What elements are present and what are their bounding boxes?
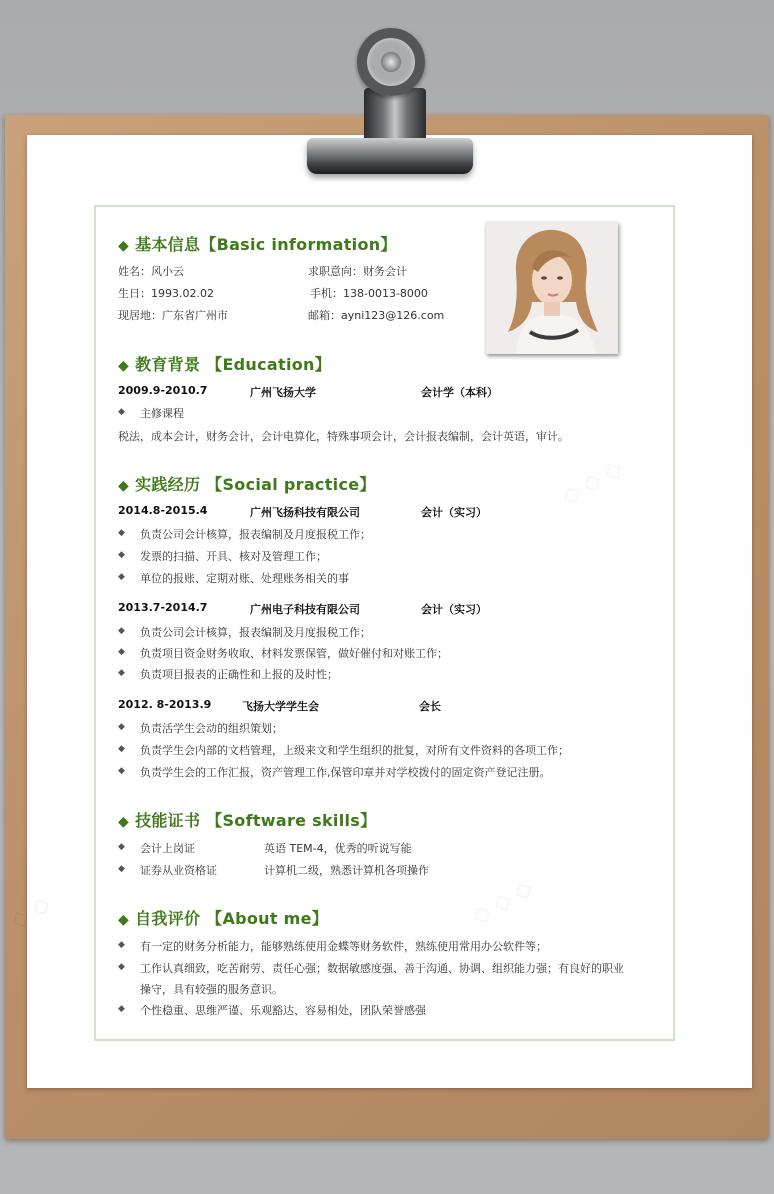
skill-desc: 英语 TEM-4，优秀的听说写能 xyxy=(264,842,412,855)
clip-ring xyxy=(357,28,425,96)
bullet-icon: ◆ xyxy=(118,744,125,754)
practice-org: 广州电子科技有限公司 xyxy=(250,603,360,616)
education-major: 会计学（本科） xyxy=(421,386,498,399)
diamond-icon: ◆ xyxy=(118,814,130,830)
education-period: 2009.9-2010.7 xyxy=(118,384,208,397)
bullet-icon: ◆ xyxy=(118,626,125,636)
education-courses: 税法，成本会计，财务会计，会计电算化，特殊事项会计，会计报表编制，会计英语，审计。 xyxy=(118,430,569,443)
bullet-icon: ◆ xyxy=(118,766,125,776)
practice-item: 负责学生会内部的文档管理，上级来文和学生组织的批复，对所有文件资料的各项工作； xyxy=(140,744,569,757)
watermark: ◇ ◇ ◇ xyxy=(468,875,537,930)
email-field: 邮箱：ayni123@126.com xyxy=(308,309,445,322)
profile-photo xyxy=(486,222,618,354)
diamond-icon: ◆ xyxy=(118,478,130,494)
job-intent-field: 求职意向：财务会计 xyxy=(308,265,407,278)
diamond-icon: ◆ xyxy=(118,238,130,254)
practice-item: 负责活学生会动的组织策划； xyxy=(140,722,283,735)
bullet-icon: ◆ xyxy=(118,962,125,972)
diamond-icon: ◆ xyxy=(118,358,130,374)
practice-period: 2014.8-2015.4 xyxy=(118,504,208,517)
practice-item: 负责学生会的工作汇报，资产管理工作,保管印章并对学校拨付的固定资产登记注册。 xyxy=(140,766,551,779)
about-item: 有一定的财务分析能力，能够熟练使用金蝶等财务软件，熟练使用常用办公软件等； xyxy=(140,940,547,953)
phone-field: 手机：138-0013-8000 xyxy=(310,287,428,300)
practice-org: 飞扬大学学生会 xyxy=(242,700,319,713)
practice-period: 2013.7-2014.7 xyxy=(118,601,208,614)
practice-item: 负责公司会计核算，报表编制及月度报税工作； xyxy=(140,626,371,639)
practice-item: 负责项目资金财务收取、材料发票保管，做好催付和对账工作； xyxy=(140,647,448,660)
about-item: 工作认真细致，吃苦耐劳、责任心强；数据敏感度强、善于沟通、协调、组织能力强；有良好的职业 xyxy=(140,962,624,975)
bullet-icon: ◆ xyxy=(118,940,125,950)
binder-clip xyxy=(307,138,473,174)
bullet-icon: ◆ xyxy=(118,668,125,678)
practice-org: 广州飞扬科技有限公司 xyxy=(250,506,360,519)
section-heading-basic: ◆ 基本信息【Basic information】 xyxy=(118,235,397,254)
watermark: ◇ ◇ xyxy=(6,891,55,934)
practice-item: 单位的报账、定期对账、处理账务相关的事 xyxy=(140,572,349,585)
bullet-icon: ◆ xyxy=(118,1004,125,1014)
bullet-icon: ◆ xyxy=(118,407,125,417)
bullet-icon: ◆ xyxy=(118,550,125,560)
practice-item: 发票的扫描、开具、核对及管理工作； xyxy=(140,550,327,563)
practice-role: 会长 xyxy=(419,700,441,713)
birthday-field: 生日：1993.02.02 xyxy=(118,287,214,300)
practice-role: 会计（实习） xyxy=(421,603,487,616)
practice-role: 会计（实习） xyxy=(421,506,487,519)
section-heading-about: ◆ 自我评价 【About me】 xyxy=(118,909,329,928)
bullet-icon: ◆ xyxy=(118,722,125,732)
bullet-icon: ◆ xyxy=(118,528,125,538)
section-heading-skills: ◆ 技能证书 【Software skills】 xyxy=(118,811,377,830)
practice-period: 2012. 8-2013.9 xyxy=(118,698,212,711)
portrait-image xyxy=(486,222,618,354)
practice-item: 负责公司会计核算，报表编制及月度报税工作； xyxy=(140,528,371,541)
education-courses-label: 主修课程 xyxy=(140,407,184,420)
bullet-icon: ◆ xyxy=(118,572,125,582)
section-heading-practice: ◆ 实践经历 【Social practice】 xyxy=(118,475,376,494)
address-field: 现居地：广东省广州市 xyxy=(118,309,228,322)
bullet-icon: ◆ xyxy=(118,842,125,852)
education-school: 广州飞扬大学 xyxy=(250,386,316,399)
diamond-icon: ◆ xyxy=(118,912,130,928)
skill-desc: 计算机二级，熟悉计算机各项操作 xyxy=(264,864,429,877)
about-item-continuation: 操守，具有较强的服务意识。 xyxy=(140,983,283,996)
section-heading-education: ◆ 教育背景 【Education】 xyxy=(118,355,332,374)
bullet-icon: ◆ xyxy=(118,864,125,874)
watermark: ◇ ◇ ◇ xyxy=(558,455,627,510)
bullet-icon: ◆ xyxy=(118,647,125,657)
practice-item: 负责项目报表的正确性和上报的及时性； xyxy=(140,668,338,681)
skill-name: 会计上岗证 xyxy=(140,842,195,855)
about-item: 个性稳重、思维严谨、乐观豁达、容易相处，团队荣誉感强 xyxy=(140,1004,426,1017)
name-field: 姓名：风小云 xyxy=(118,265,184,278)
skill-name: 证券从业资格证 xyxy=(140,864,217,877)
